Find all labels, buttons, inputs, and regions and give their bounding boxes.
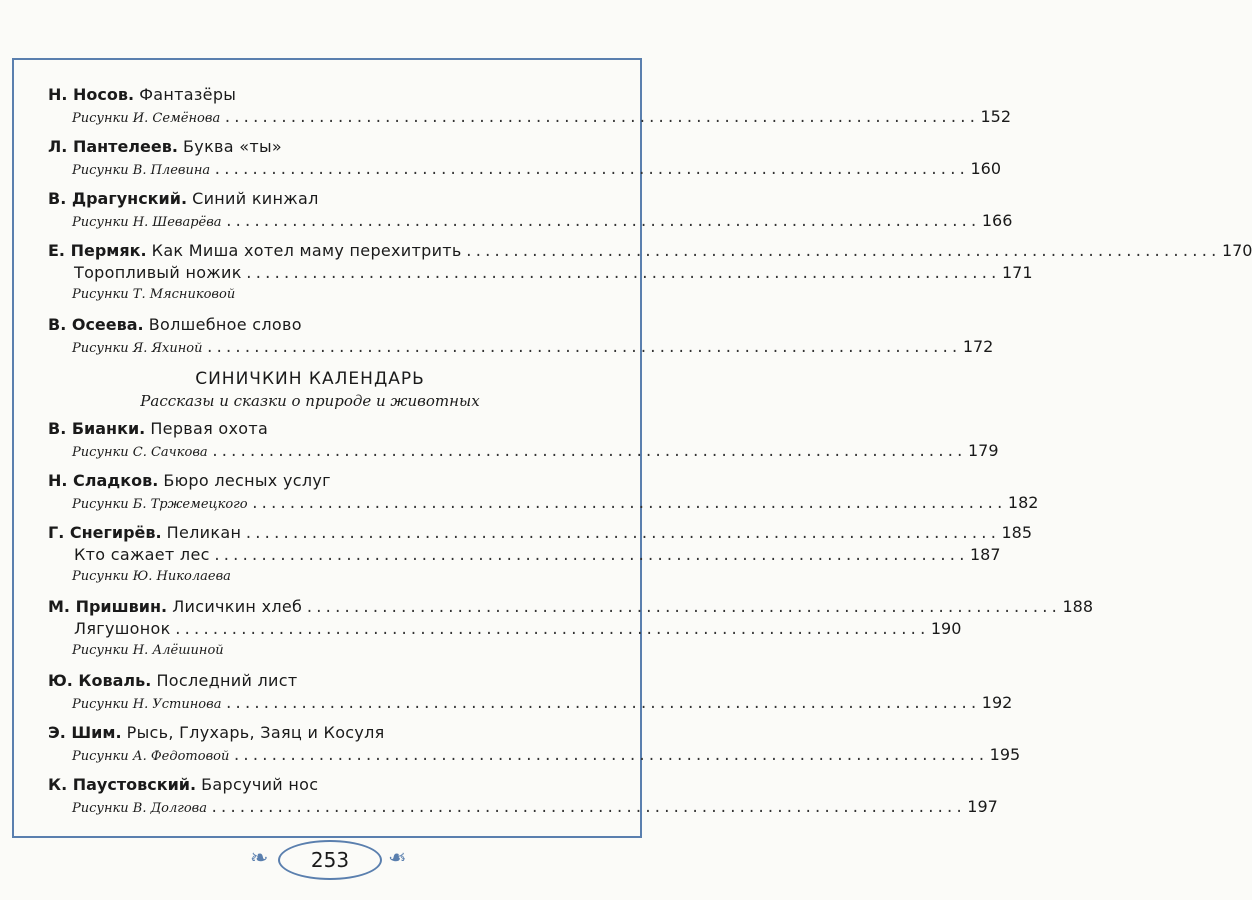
toc-illustrator: Рисунки В. Долгова xyxy=(72,801,207,816)
page-number: 253 xyxy=(278,840,382,880)
toc-illustrator-row xyxy=(48,640,572,662)
toc-entry xyxy=(48,522,1033,588)
dot-leader: ................................................................................ xyxy=(210,444,965,460)
toc-title: Как Миша хотел маму перехитрить xyxy=(151,241,462,260)
toc-title-label xyxy=(48,544,210,566)
dot-leader: ................................................................................ xyxy=(464,244,1219,260)
toc-illustrator: Рисунки С. Сачкова xyxy=(72,445,208,460)
toc-entry xyxy=(48,670,1013,714)
toc-illustrator: Рисунки Т. Мясниковой xyxy=(72,287,236,302)
dot-leader: ................................................................................ xyxy=(213,162,968,178)
toc-title: Фантазёры xyxy=(139,85,237,104)
toc-title-row xyxy=(48,618,962,640)
toc-title-row xyxy=(48,670,572,692)
toc-title-row xyxy=(48,188,572,210)
toc-illustrator-row xyxy=(48,492,1039,514)
toc-title-label xyxy=(48,722,385,744)
toc-title-label xyxy=(48,596,302,618)
toc-entry xyxy=(48,188,1013,232)
toc-author: В. Драгунский. xyxy=(48,189,188,208)
toc-page-number: 185 xyxy=(1001,523,1033,542)
toc-title-row xyxy=(48,84,572,106)
toc-illustrator: Рисунки Б. Тржемецкого xyxy=(72,497,248,512)
dot-leader: ................................................................................ xyxy=(305,600,1060,616)
toc-title-row xyxy=(48,596,1094,618)
toc-title-label xyxy=(48,262,242,284)
toc-page-number: 152 xyxy=(980,107,1012,126)
toc-title: Рысь, Глухарь, Заяц и Косуля xyxy=(126,723,385,742)
toc-title-row xyxy=(48,522,1033,544)
toc-title: Первая охота xyxy=(150,419,269,438)
toc-title-label xyxy=(48,136,282,158)
toc-title-row xyxy=(48,136,572,158)
toc-author: Н. Сладков. xyxy=(48,471,159,490)
toc-title-label xyxy=(48,618,171,640)
section-subtitle: Рассказы и сказки о природе и животных xyxy=(140,392,480,410)
toc-author: Г. Снегирёв. xyxy=(48,523,162,542)
toc-title-row xyxy=(48,418,572,440)
toc-title: Последний лист xyxy=(156,671,298,690)
toc-title-row xyxy=(48,240,1252,262)
toc-title: Пеликан xyxy=(166,523,242,542)
toc-list-bottom xyxy=(48,418,1094,818)
toc-illustrator-row xyxy=(48,106,1012,128)
toc-illustrator-row xyxy=(48,210,1013,232)
toc-entry xyxy=(48,240,1252,306)
toc-page-number: 179 xyxy=(967,441,999,460)
toc-illustrator: Рисунки И. Семёнова xyxy=(72,111,221,126)
dot-leader: ................................................................................ xyxy=(223,110,978,126)
toc-title-label xyxy=(48,522,241,544)
ornament-right-icon: ❧ xyxy=(388,846,407,871)
toc-page-number: 160 xyxy=(970,159,1001,178)
toc-page-number: 192 xyxy=(981,693,1013,712)
toc-title: Лисичкин хлеб xyxy=(172,597,303,616)
toc-author: Е. Пермяк. xyxy=(48,241,147,260)
toc-entry xyxy=(48,470,1039,514)
dot-leader: ................................................................................ xyxy=(224,696,979,712)
toc-title: Лягушонок xyxy=(74,619,171,638)
toc-illustrator: Рисунки Н. Алёшиной xyxy=(72,643,224,658)
toc-entry xyxy=(48,774,998,818)
dot-leader: ................................................................................ xyxy=(205,340,960,356)
toc-illustrator: Рисунки А. Федотовой xyxy=(72,749,230,764)
toc-illustrator: Рисунки Н. Шеварёва xyxy=(72,215,222,230)
dot-leader: ................................................................................ xyxy=(224,214,979,230)
toc-illustrator: Рисунки Ю. Николаева xyxy=(72,569,231,584)
toc-illustrator-row xyxy=(48,284,572,306)
toc-title-row xyxy=(48,314,572,336)
toc-title-label xyxy=(48,314,302,336)
toc-page-number: 182 xyxy=(1007,493,1039,512)
toc-entry xyxy=(48,596,1094,662)
toc-illustrator-row xyxy=(48,744,1021,766)
toc-title-row xyxy=(48,774,572,796)
page-number-ornament xyxy=(240,838,420,882)
toc-title: Синий кинжал xyxy=(192,189,319,208)
toc-title: Буква «ты» xyxy=(183,137,282,156)
toc-illustrator-row xyxy=(48,336,994,358)
dot-leader: ................................................................................ xyxy=(209,800,965,816)
toc-entry xyxy=(48,84,1012,128)
toc-page-number: 195 xyxy=(989,745,1021,764)
dot-leader: ................................................................................ xyxy=(212,548,967,564)
toc-author: Л. Пантелеев. xyxy=(48,137,178,156)
toc-author: В. Бианки. xyxy=(48,419,146,438)
toc-illustrator-row xyxy=(48,796,998,818)
toc-title-label xyxy=(48,774,318,796)
dot-leader: ................................................................................ xyxy=(244,266,999,282)
toc-title-label xyxy=(48,470,331,492)
toc-title-row xyxy=(48,470,572,492)
toc-title: Барсучий нос xyxy=(201,775,319,794)
toc-title: Кто сажает лес xyxy=(74,545,210,564)
toc-page-number: 188 xyxy=(1062,597,1094,616)
toc-illustrator-row xyxy=(48,692,1013,714)
toc-illustrator: Рисунки В. Плевина xyxy=(72,163,211,178)
toc-entry xyxy=(48,136,1001,180)
toc-author: К. Паустовский. xyxy=(48,775,197,794)
toc-author: Э. Шим. xyxy=(48,723,122,742)
toc-title-label xyxy=(48,670,297,692)
dot-leader: ................................................................................ xyxy=(250,496,1005,512)
toc-illustrator-row xyxy=(48,158,1001,180)
toc-title-row xyxy=(48,544,1001,566)
toc-author: М. Пришвин. xyxy=(48,597,168,616)
toc-author: Н. Носов. xyxy=(48,85,135,104)
toc-title: Бюро лесных услуг xyxy=(163,471,331,490)
toc-illustrator: Рисунки Я. Яхиной xyxy=(72,341,203,356)
toc-illustrator-row xyxy=(48,440,999,462)
toc-title-row xyxy=(48,722,572,744)
toc-page-number: 170 xyxy=(1221,241,1252,260)
toc-title-label xyxy=(48,84,236,106)
dot-leader: ................................................................................ xyxy=(244,526,999,542)
ornament-left-icon: ❧ xyxy=(250,846,269,871)
toc-title: Волшебное слово xyxy=(148,315,302,334)
toc-list-top xyxy=(48,84,1252,358)
toc-entry xyxy=(48,314,994,358)
toc-title: Торопливый ножик xyxy=(74,263,242,282)
table-of-contents xyxy=(48,84,1252,826)
toc-page-number: 187 xyxy=(970,545,1001,564)
dot-leader: ................................................................................ xyxy=(173,622,928,638)
toc-title-label xyxy=(48,418,268,440)
toc-page-number: 166 xyxy=(981,211,1013,230)
toc-title-row xyxy=(48,262,1033,284)
toc-entry xyxy=(48,418,999,462)
dot-leader: ................................................................................ xyxy=(232,748,987,764)
toc-page-number: 172 xyxy=(962,337,994,356)
toc-author: Ю. Коваль. xyxy=(48,671,152,690)
toc-illustrator: Рисунки Н. Устинова xyxy=(72,697,222,712)
toc-title-label xyxy=(48,240,462,262)
toc-title-label xyxy=(48,188,319,210)
toc-page-number: 190 xyxy=(930,619,962,638)
toc-author: В. Осеева. xyxy=(48,315,144,334)
section-title: СИНИЧКИН КАЛЕНДАРЬ xyxy=(195,369,425,389)
toc-entry xyxy=(48,722,1021,766)
toc-page-number: 197 xyxy=(967,797,998,816)
toc-illustrator-row xyxy=(48,566,572,588)
toc-page-number: 171 xyxy=(1001,263,1033,282)
